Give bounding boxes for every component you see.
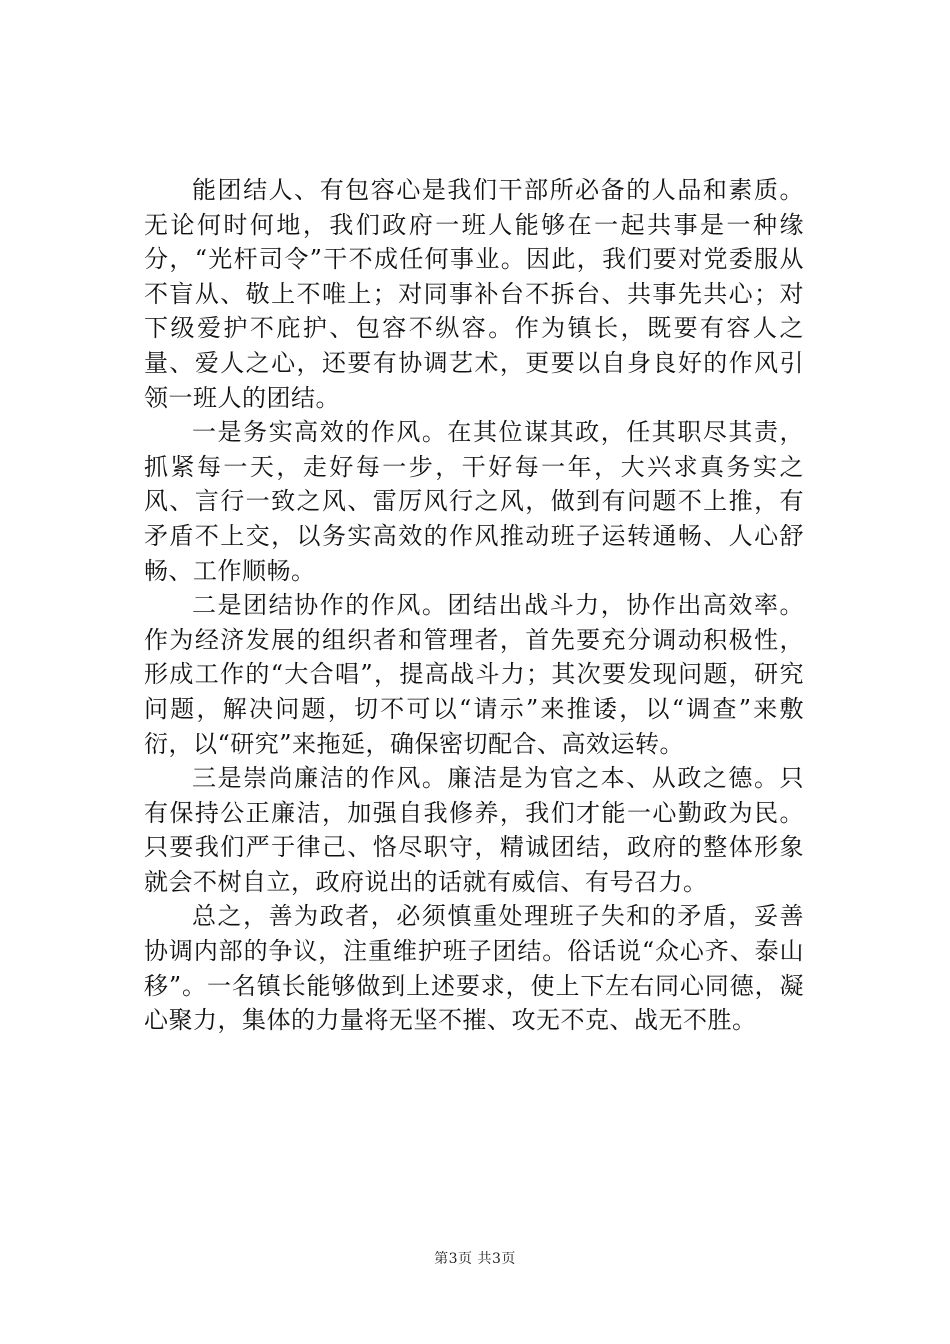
paragraph-intro: 能团结人、有包容心是我们干部所必备的人品和素质。无论何时何地，我们政府一班人能够在一起共事是一种缘分，“光杆司令”干不成任何事业。因此，我们要对党委服从不盲从、敬上不唯上；对同事补台不拆台、共事先共心；对下级爱护不庇护、包容不纵容。作为镇长，既要有容人之量、爱人之心，还要有协调艺术，更要以自身良好的作风引领一班人的团结。 [144, 176, 804, 412]
paragraph-conclusion: 总之，善为政者，必须慎重处理班子失和的矛盾，妥善协调内部的争议，注重维护班子团结。俗话说“众心齐、泰山移”。一名镇长能够做到上述要求，使上下左右同心同德，凝心聚力，集体的力量将无坚不摧、攻无不克、战无不胜。 [144, 902, 804, 1035]
document-body [144, 173, 804, 1038]
paragraph-point-one: 一是务实高效的作风。在其位谋其政，任其职尽其责，抓紧每一天，走好每一步，干好每一年，大兴求真务实之风、言行一致之风、雷厉风行之风，做到有问题不上推，有矛盾不上交，以务实高效的作风推动班子运转通畅、人心舒畅、工作顺畅。 [144, 418, 804, 585]
page-number-footer: 第3页 共3页 [434, 1251, 516, 1267]
paragraph-point-three: 三是崇尚廉洁的作风。廉洁是为官之本、从政之德。只有保持公正廉洁，加强自我修养，我们才能一心勤政为民。只要我们严于律己、恪尽职守，精诚团结，政府的整体形象就会不树自立，政府说出的话就有威信、有号召力。 [144, 764, 804, 896]
paragraph-point-two: 二是团结协作的作风。团结出战斗力，协作出高效率。作为经济发展的组织者和管理者，首先要充分调动积极性，形成工作的“大合唱”，提高战斗力；其次要发现问题，研究问题，解决问题，切不可以“请示”来推诿，以“调查”来敷衍，以“研究”来拖延，确保密切配合、高效运转。 [144, 591, 804, 758]
